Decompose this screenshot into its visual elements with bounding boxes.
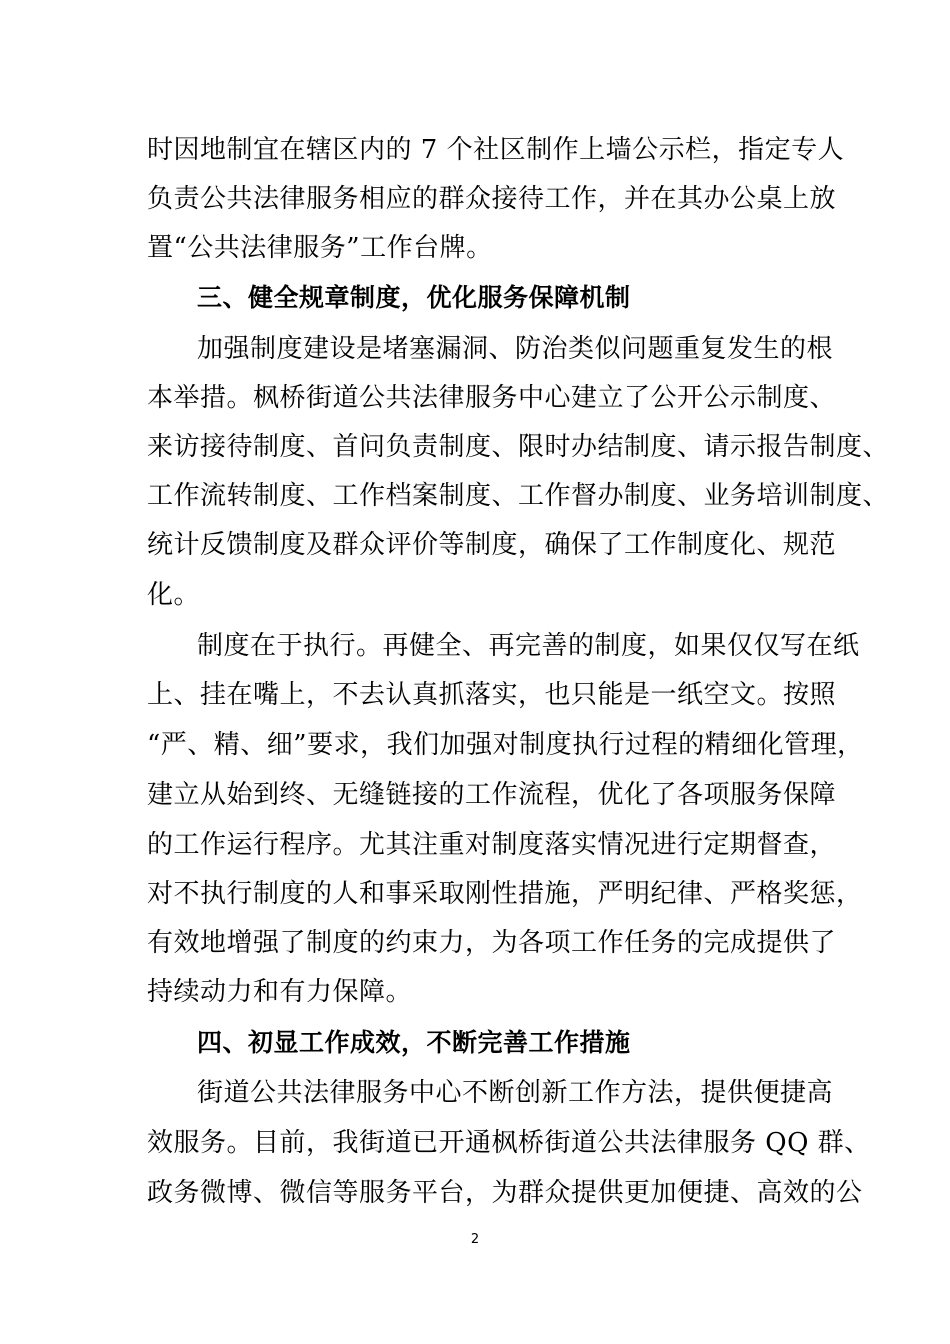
paragraph-line: 化。 [147, 580, 201, 610]
paragraph-line: 来访接待制度、首问负责制度、限时办结制度、请示报告制度、 [147, 432, 890, 462]
section-heading-3: 三、健全规章制度，优化服务保障机制 [197, 283, 631, 312]
section-heading-4: 四、初显工作成效，不断完善工作措施 [197, 1028, 631, 1057]
paragraph-line: 的工作运行程序。尤其注重对制度落实情况进行定期督查， [147, 830, 837, 860]
paragraph-line: 置“公共法律服务”工作台牌。 [147, 233, 493, 263]
paragraph-line: 工作流转制度、工作档案制度、工作督办制度、业务培训制度、 [147, 481, 890, 511]
paragraph-line: 效服务。目前，我街道已开通枫桥街道公共法律服务 QQ 群、 [147, 1128, 871, 1158]
page-number: 2 [470, 1232, 480, 1247]
paragraph-line: 政务微博、微信等服务平台，为群众提供更加便捷、高效的公 [147, 1178, 863, 1208]
paragraph-line: 本举措。枫桥街道公共法律服务中心建立了公开公示制度、 [147, 383, 837, 413]
paragraph-line: 制度在于执行。再健全、再完善的制度，如果仅仅写在纸 [197, 631, 860, 661]
paragraph-line: 上、挂在嘴上，不去认真抓落实，也只能是一纸空文。按照 [147, 680, 837, 710]
paragraph-line: 建立从始到终、无缝链接的工作流程，优化了各项服务保障 [147, 780, 837, 810]
paragraph-line: 负责公共法律服务相应的群众接待工作，并在其办公桌上放 [147, 184, 837, 214]
paragraph-line: 加强制度建设是堵塞漏洞、防治类似问题重复发生的根 [197, 334, 834, 364]
paragraph-line: 统计反馈制度及群众评价等制度，确保了工作制度化、规范 [147, 530, 837, 560]
paragraph-line: “严、精、细”要求，我们加强对制度执行过程的精细化管理， [147, 730, 864, 760]
paragraph-line: 对不执行制度的人和事采取刚性措施，严明纪律、严格奖惩， [147, 879, 863, 909]
paragraph-line: 时因地制宜在辖区内的 7 个社区制作上墙公示栏，指定专人 [147, 135, 845, 165]
paragraph-line: 持续动力和有力保障。 [147, 977, 413, 1007]
paragraph-line: 有效地增强了制度的约束力，为各项工作任务的完成提供了 [147, 928, 837, 958]
paragraph-line: 街道公共法律服务中心不断创新工作方法，提供便捷高 [197, 1078, 834, 1108]
